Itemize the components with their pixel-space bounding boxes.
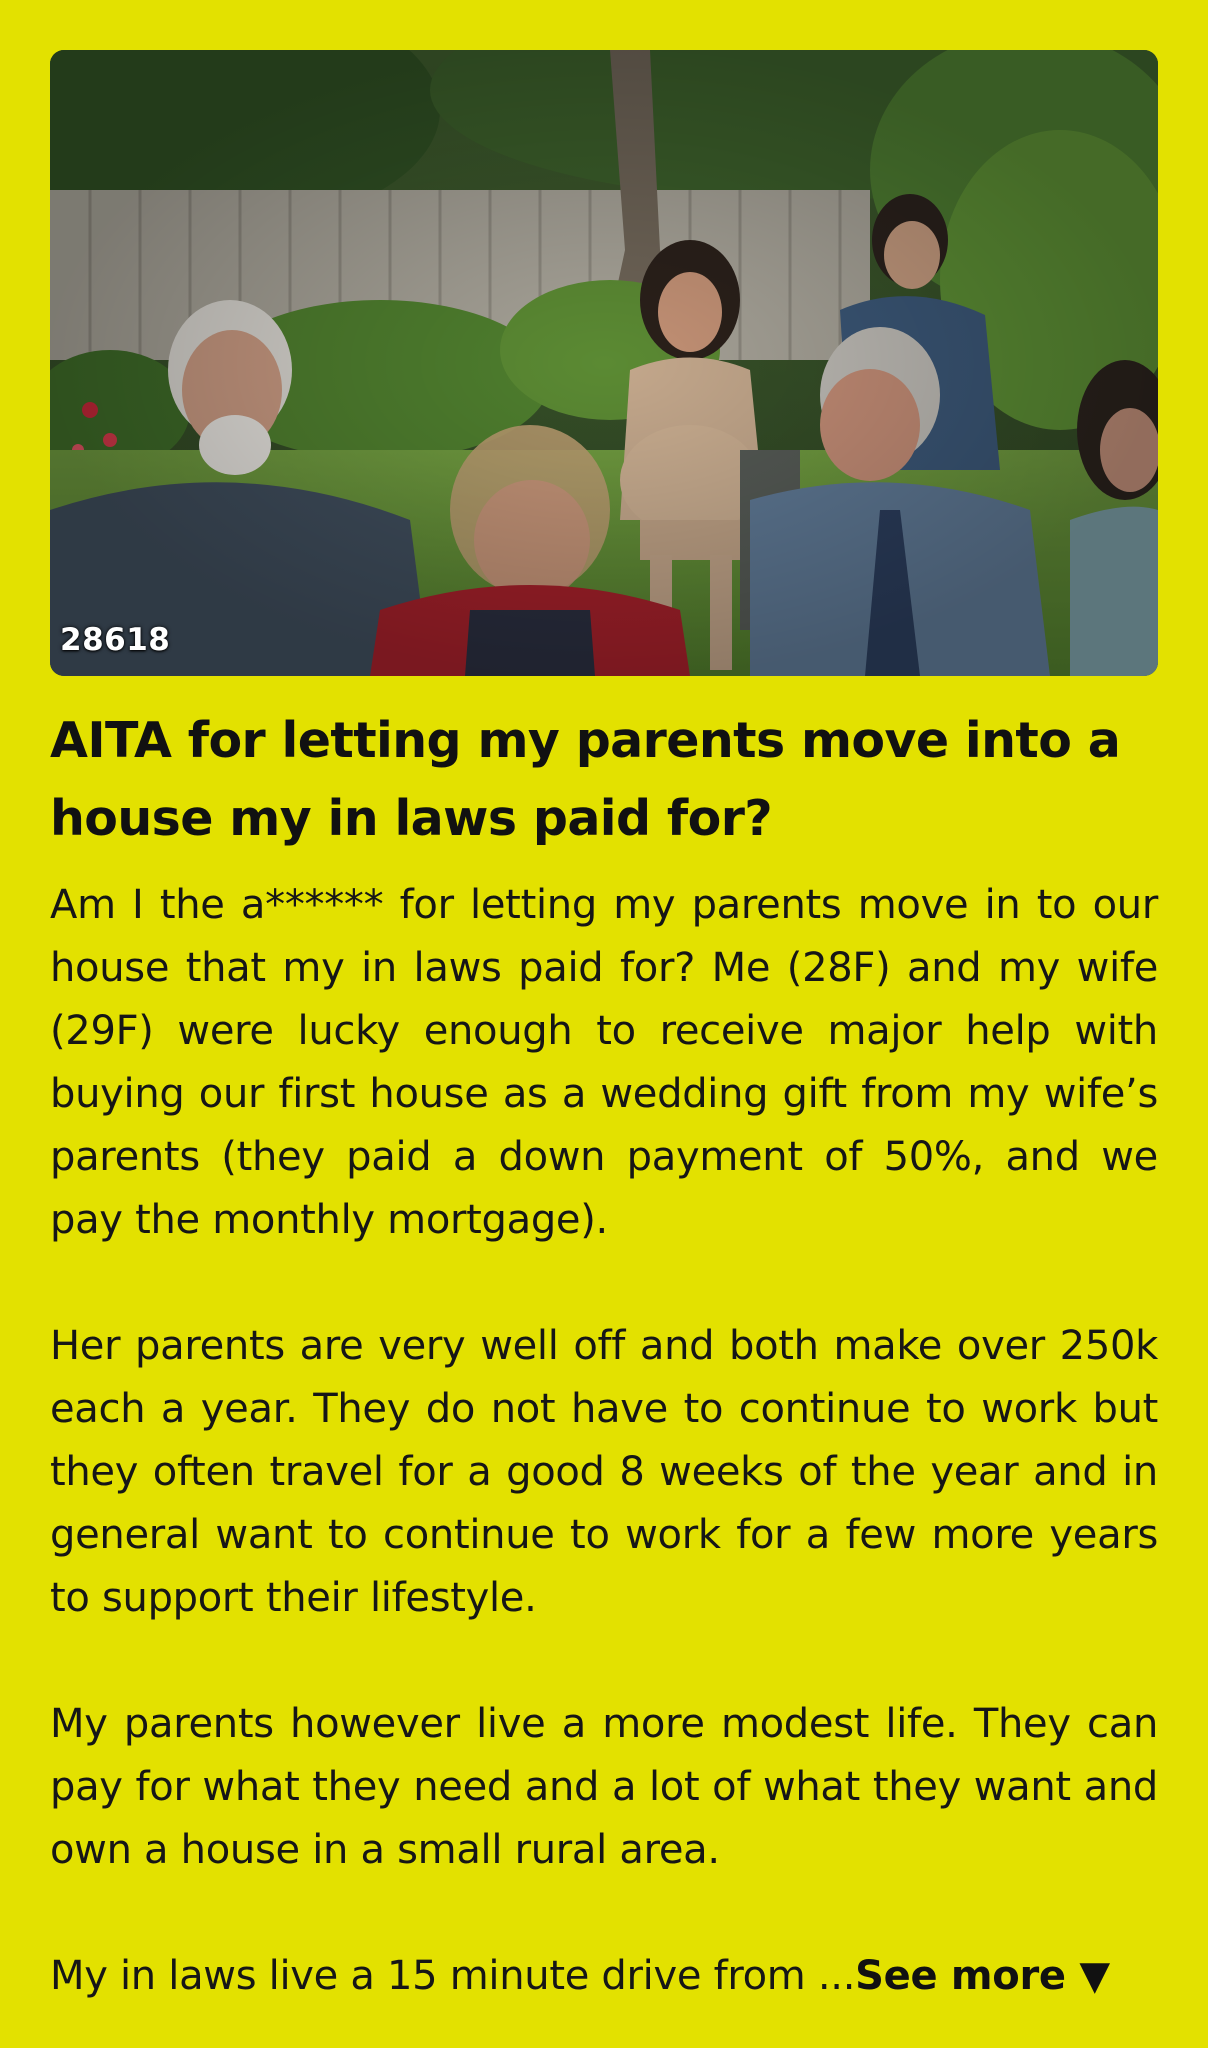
post-paragraph-3: My parents however live a more modest life. They can pay for what they need and a lot of what they want and own a house in a small rural area.	[50, 1701, 1158, 1873]
post-title: AITA for letting my parents move into a house my in laws paid for?	[50, 712, 1121, 847]
post-body	[50, 874, 1158, 2008]
post-paragraph-2: Her parents are very well off and both make over 250k each a year. They do not have to continue to work but they often travel for a good 8 weeks of the year and in general want to continue to work for a few more years to support their lifestyle.	[50, 1323, 1158, 1621]
post-truncated-line	[50, 1945, 1158, 2008]
post-id-badge: 28618	[60, 622, 171, 658]
post-truncated-text: My in laws live a 15 minute drive from ...	[50, 1953, 856, 1999]
photo-family-backyard-icon	[50, 50, 1158, 676]
see-more-button[interactable]: See more ▼	[855, 1953, 1110, 1999]
post-image[interactable]	[50, 50, 1158, 676]
post-paragraph-1: Am I the a****** for letting my parents move in to our house that my in laws paid for? Me (28F) and my wife (29F) were lucky enough to receive major help with buying our first house as a wedding gift from my wife’s parents (they paid a down payment of 50%, and we pay the monthly mortgage).	[50, 882, 1158, 1243]
